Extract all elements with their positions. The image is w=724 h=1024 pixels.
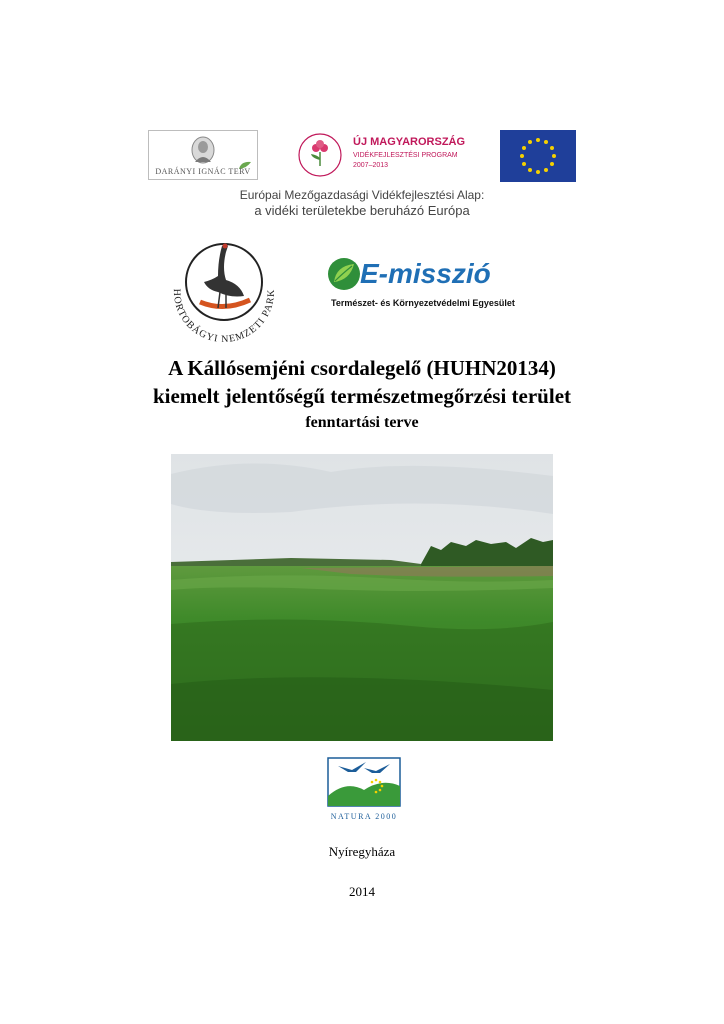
uj-magyarorszag-logo	[295, 130, 475, 180]
svg-text:HORTOBÁGYI NEMZETI PARK	[171, 289, 277, 342]
document-title-line1: A Kállósemjéni csordalegelő (HUHN20134)	[168, 356, 556, 380]
pink-flower-icon	[297, 132, 343, 178]
e-misszio-logo	[326, 256, 526, 316]
publication-city: Nyíregyháza	[328, 844, 396, 859]
darany-portrait-icon	[190, 136, 216, 164]
darany-label: DARÁNYI IGNÁC TERV	[155, 167, 251, 176]
document-title-line2: kiemelt jelentőségű természetmegőrzési terület	[152, 384, 572, 408]
eu-flag-icon	[500, 130, 576, 182]
document-subtitle: fenntartási terve	[305, 414, 419, 431]
crane-icon	[204, 244, 244, 309]
ujm-title: ÚJ MAGYARORSZÁG	[353, 136, 466, 148]
emissio-subtitle: Természet- és Környezetvédelmi Egyesület	[331, 298, 515, 308]
ujm-program: VIDÉKFEJLESZTÉSI PROGRAM	[353, 152, 458, 159]
hortobagyi-nemzeti-park-logo	[160, 230, 288, 342]
emissio-name: E-misszió	[360, 258, 491, 289]
eu-fund-line2: a vidéki területekbe beruházó Európa	[254, 203, 470, 218]
grassland-photo	[171, 454, 553, 741]
ujm-years: 2007–2013	[353, 162, 389, 169]
eu-fund-line1: Európai Mezőgazdasági Vidékfejlesztési Alap:	[239, 188, 485, 202]
publication-year: 2014	[349, 884, 375, 899]
green-leaf-icon	[326, 256, 362, 292]
darany-ignac-terv-logo	[148, 130, 258, 180]
natura-label: NATURA 2000	[330, 812, 398, 821]
hnp-name: HORTOBÁGYI NEMZETI PARK	[170, 288, 278, 342]
natura-2000-logo	[326, 756, 402, 824]
